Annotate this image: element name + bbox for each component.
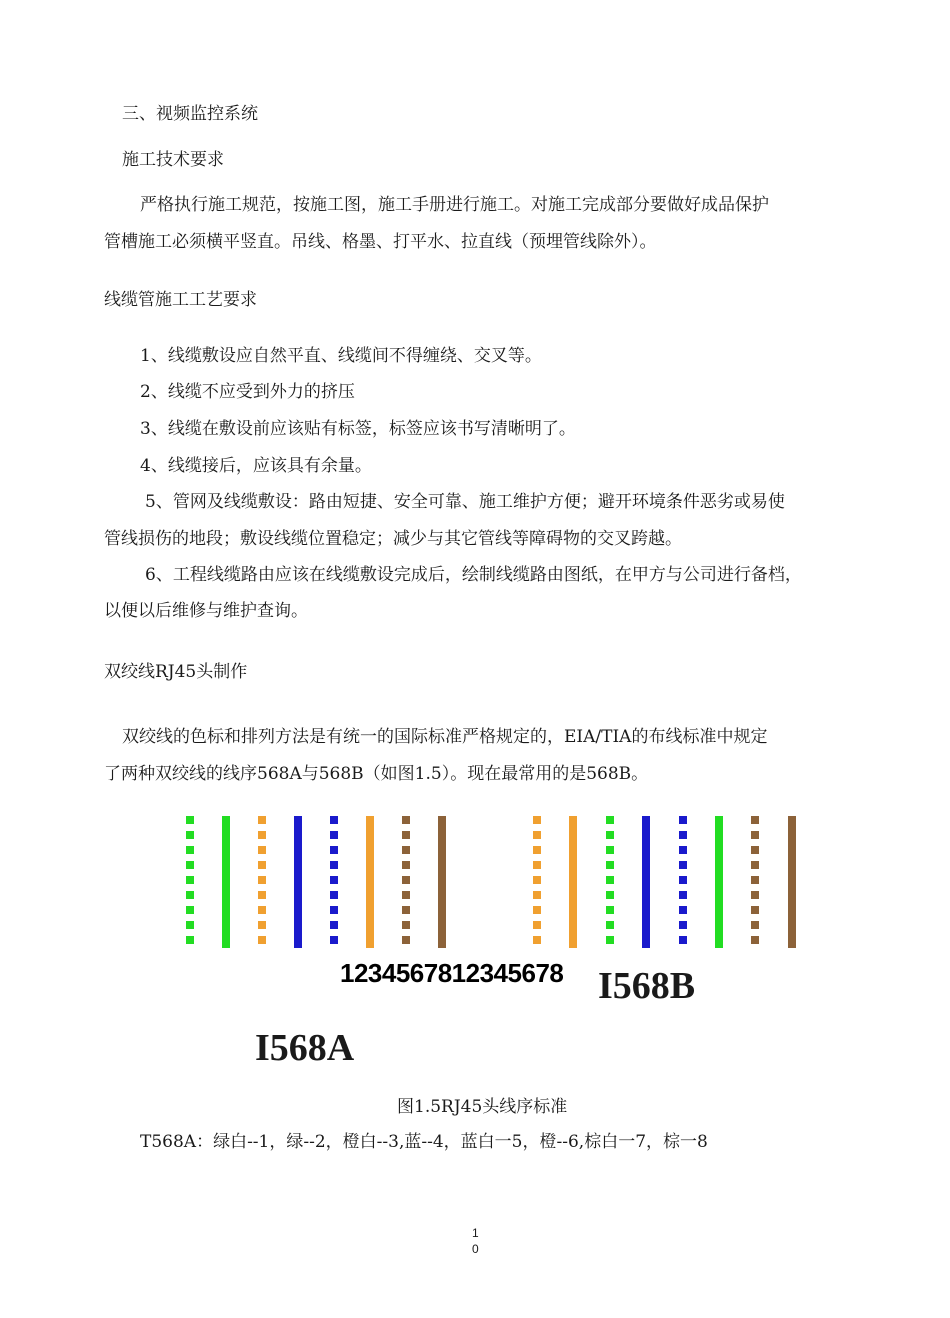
- subheading-cable-pipe: 线缆管施工工艺要求: [104, 290, 257, 310]
- label-568b: I568B: [598, 965, 696, 1007]
- wire-blue: [294, 816, 302, 948]
- paragraph-line: 管槽施工必须横平竖直。吊线、格墨、打平水、拉直线（预埋管线除外）。: [104, 232, 657, 252]
- wire-green: [222, 816, 230, 948]
- list-item: 4、线缆接后，应该具有余量。: [140, 456, 372, 476]
- list-item: 6、工程线缆路由应该在线缆敷设完成后，绘制线缆路由图纸，在甲方与公司进行备档，: [145, 565, 802, 585]
- list-item-continuation: 管线损伤的地段；敷设线缆位置稳定；减少与其它管线等障碍物的交叉跨越。: [104, 529, 682, 549]
- wire-orange-white: [258, 816, 266, 948]
- wire-brown-white: [402, 816, 410, 948]
- subheading-construction-tech: 施工技术要求: [122, 150, 224, 170]
- wire-green: [715, 816, 723, 948]
- wire-green-white: [606, 816, 614, 948]
- list-item-continuation: 以便以后维修与维护查询。: [104, 601, 308, 621]
- wire-blue-white: [330, 816, 338, 948]
- page-number-digit: 0: [472, 1242, 479, 1256]
- page-number-digit: 1: [472, 1226, 479, 1240]
- list-item: 2、线缆不应受到外力的挤压: [140, 382, 355, 402]
- wire-brown-white: [751, 816, 759, 948]
- wire-brown: [438, 816, 446, 948]
- wire-orange: [366, 816, 374, 948]
- list-item: 5、管网及线缆敷设：路由短捷、安全可靠、施工维护方便；避开环境条件恶劣或易使: [145, 492, 785, 512]
- wire-blue: [642, 816, 650, 948]
- subheading-rj45: 双绞线RJ45头制作: [104, 662, 248, 682]
- t568a-sequence: T568A：绿白--1，绿--2，橙白--3,蓝--4，蓝白一5，橙--6,棕白一7，棕一8: [140, 1132, 708, 1152]
- wire-orange: [569, 816, 577, 948]
- wire-blue-white: [679, 816, 687, 948]
- paragraph-line: 严格执行施工规范，按施工图，施工手册进行施工。对施工完成部分要做好成品保护: [140, 195, 769, 215]
- list-item: 1、线缆敷设应自然平直、线缆间不得缠绕、交叉等。: [140, 346, 542, 366]
- label-568a: I568A: [255, 1027, 355, 1069]
- pin-numbers: 1234567812345678: [340, 958, 564, 988]
- section-title: 三、视频监控系统: [122, 104, 258, 124]
- wire-green-white: [186, 816, 194, 948]
- wire-orange-white: [533, 816, 541, 948]
- paragraph-line: 双绞线的色标和排列方法是有统一的国际标准严格规定的，EIA/TIA的布线标准中规定: [122, 727, 768, 747]
- wire-brown: [788, 816, 796, 948]
- list-item: 3、线缆在敷设前应该贴有标签，标签应该书写清晰明了。: [140, 419, 576, 439]
- figure-caption: 图1.5RJ45头线序标准: [397, 1097, 568, 1117]
- paragraph-line: 了两种双绞线的线序568A与568B（如图1.5）。现在最常用的是568B。: [104, 764, 649, 784]
